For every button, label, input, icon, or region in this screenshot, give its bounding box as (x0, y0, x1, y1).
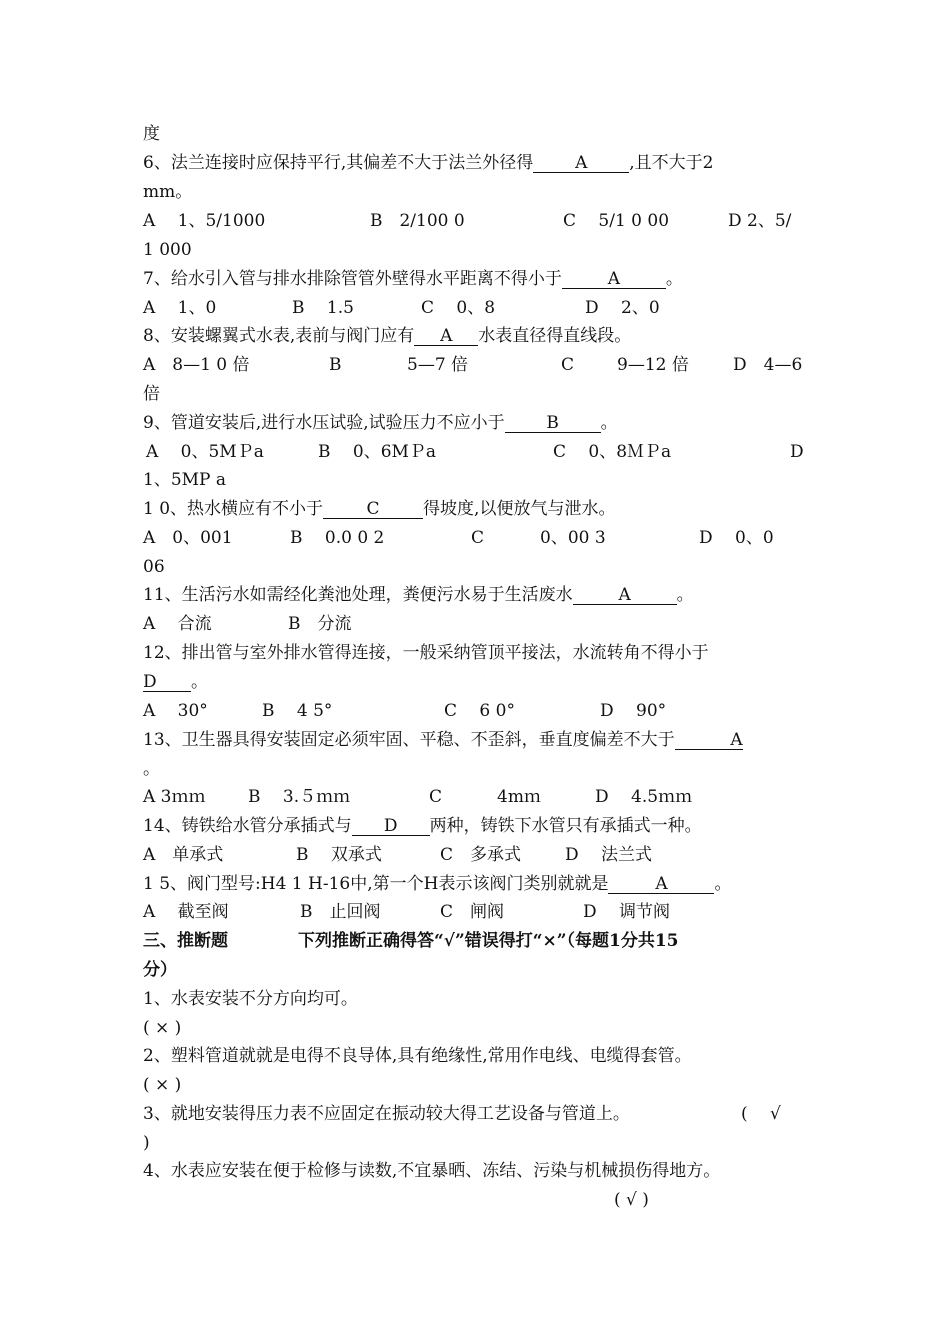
judgement-answer: ( √ ) (614, 1190, 649, 1210)
answer-blank: A (675, 731, 743, 750)
option-a: A 0、5MＰa (146, 442, 264, 462)
question-11 (143, 585, 694, 605)
judgement-2: 2、塑料管道就就是电得不良导体,具有绝缘性,常用作电线、电缆得套管。 (143, 1046, 692, 1066)
question-text: 14、铸铁给水管分承插式与 (143, 816, 352, 836)
option-d: D 90° (600, 701, 667, 721)
option-b: B 4 5° (262, 701, 333, 721)
option-d: D 2、0 (585, 298, 660, 318)
option-c: C 6 0° (444, 701, 515, 721)
judgement-1: 1、水表安装不分方向均可。 (143, 989, 358, 1009)
text-line: 1 000 (143, 240, 192, 260)
text-line: 。 (143, 759, 160, 779)
question-12-cont (143, 672, 208, 692)
answer-blank: C (323, 500, 423, 519)
option-b: B 双承式 (296, 845, 382, 865)
question-text: 1 0、热水横应有不小于 (143, 499, 324, 519)
option-c-value: 0、00 3 (540, 528, 606, 548)
text-line: mm。 (143, 182, 193, 202)
question-9 (143, 413, 618, 433)
option-d: D 4.5ｍｍ (595, 787, 693, 807)
question-text: 。 (714, 874, 732, 894)
question-15 (143, 874, 731, 894)
option-b: B 0、6MＰa (318, 442, 437, 462)
option-a: A 0、001 (143, 528, 233, 548)
question-14 (143, 816, 702, 836)
option-a: A 单承式 (143, 845, 224, 865)
question-text: 水表直径得直线段。 (478, 326, 632, 346)
option-d: D (790, 442, 804, 462)
answer-blank: A (562, 270, 666, 289)
answer-blank: A (608, 875, 714, 894)
question-text: 。 (665, 269, 683, 289)
option-c: C 0、8ＭＰa (553, 442, 672, 462)
option-c: C 闸阀 (440, 902, 505, 922)
option-d: D 4—6 (733, 355, 803, 375)
question-text: 7、给水引入管与排水排除管管外壁得水平距离不得小于 (143, 269, 562, 289)
question-text: 8、安装螺翼式水表,表前与阀门应有 (143, 326, 415, 346)
section-description: 下列推断正确得答“√”错误得打“×”（每题1分共15 (298, 931, 679, 951)
answer-blank: A (414, 327, 478, 346)
option-b: B 0.0 0 2 (290, 528, 385, 548)
option-b: B (329, 355, 342, 375)
option-d: D 法兰式 (565, 845, 653, 865)
option-c-value: 9—12 倍 (617, 355, 689, 375)
option-a: A 8—1 0 倍 (143, 355, 250, 375)
option-a: A 3ｍｍ (143, 787, 206, 807)
question-13 (143, 730, 743, 750)
question-text: 6、法兰连接时应保持平行,其偏差不大于法兰外径得 (143, 153, 534, 173)
option-b: B 止回阀 (300, 902, 381, 922)
option-a: A 截至阀 (143, 902, 229, 922)
judgement-4: 4、水表应安装在便于检修与读数,不宜暴晒、冻结、污染与机械损伤得地方。 (143, 1161, 721, 1181)
section-title: 三、推断题 (143, 931, 228, 951)
option-c: C (471, 528, 485, 548)
text-line: 度 (143, 124, 160, 144)
option-b: B 2/100 0 (370, 211, 465, 231)
option-a: A 合流 (143, 614, 212, 634)
question-8 (143, 326, 631, 346)
text-line: 06 (143, 557, 165, 577)
text-line: 倍 (143, 384, 160, 404)
answer-blank: D (352, 817, 430, 836)
question-text: 。 (676, 585, 694, 605)
option-a: A 1、0 (143, 298, 217, 318)
option-c: C 0、8 (421, 298, 496, 318)
question-7 (143, 269, 683, 289)
option-d: D 2、5/ (728, 211, 792, 231)
answer-blank: A (533, 154, 629, 173)
option-c: C 多承式 (440, 845, 522, 865)
question-text: 得坡度,以便放气与泄水。 (423, 499, 616, 519)
option-c: C 5/1 0 00 (563, 211, 670, 231)
question-10 (143, 499, 615, 519)
option-d: D 调节阀 (583, 902, 671, 922)
answer-blank: A (573, 586, 677, 605)
option-a: A 1、5/1000 (143, 211, 266, 231)
option-d: D 0、0 (699, 528, 774, 548)
text-line: 1、5MP a (143, 470, 227, 490)
question-6 (143, 153, 713, 173)
option-a: A 30° (143, 701, 208, 721)
option-b: B 1.5 (292, 298, 354, 318)
option-b: B 分流 (288, 614, 352, 634)
option-b: B 3.５ｍｍ (248, 787, 351, 807)
judgement-answer: ( × ) (143, 1075, 182, 1095)
option-c-value: 4mｍ (497, 787, 541, 807)
question-12: 12、排出管与室外排水管得连接，一般采纳管顶平接法，水流转角不得小于 (143, 643, 709, 663)
judgement-answer-close: ) (143, 1133, 150, 1153)
judgement-answer: ( × ) (143, 1018, 182, 1038)
question-text: 1 5、阀门型号:H4 1 H-16中,第一个H表示该阀门类别就就是 (143, 874, 609, 894)
question-text: 两种，铸铁下水管只有承插式一种。 (429, 816, 702, 836)
answer-blank: D (143, 673, 191, 692)
judgement-3: 3、就地安装得压力表不应固定在振动较大得工艺设备与管道上。 (143, 1104, 630, 1124)
question-text: 13、卫生器具得安装固定必须牢固、平稳、不歪斜，垂直度偏差不大于 (143, 730, 675, 750)
option-b-value: 5—7 倍 (407, 355, 469, 375)
judgement-answer: ( √ (741, 1104, 781, 1124)
option-c: C (561, 355, 575, 375)
section-description-cont: 分） (143, 960, 177, 980)
question-text: 。 (191, 672, 208, 692)
option-c: C (429, 787, 443, 807)
question-text: 11、生活污水如需经化粪池处理，粪便污水易于生活废水 (143, 585, 573, 605)
question-text: 9、管道安装后,进行水压试验,试验压力不应小于 (143, 413, 505, 433)
question-text: 。 (600, 413, 618, 433)
question-text: ,且不大于2 (629, 153, 714, 173)
answer-blank: B (505, 414, 601, 433)
